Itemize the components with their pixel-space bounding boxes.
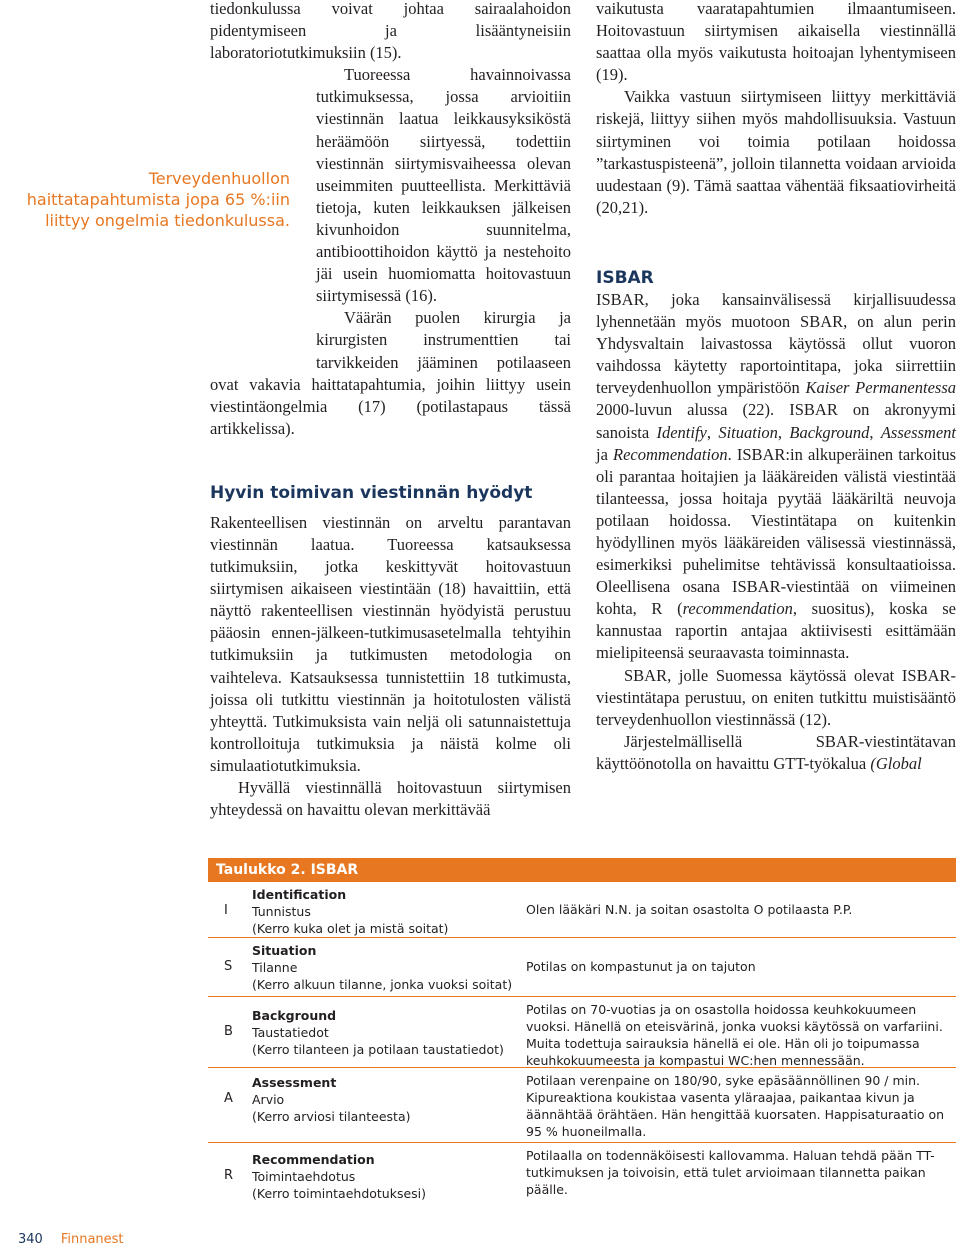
isbar-term: Situation [252,943,317,958]
isbar-term-cell [252,1151,524,1202]
pull-quote: Terveydenhuollon haittatapahtumista jopa 65 %:iin liittyy ongelmia tiedonkulussa. [26,169,290,230]
isbar-example: Potilaalla on todennäköisesti kallovamma. Haluan tehdä pään TT-tutkimuksen ja toivoisin, että tulet arvioimaan tilannetta paikan päälle. [526,1148,935,1197]
isbar-term-finnish: Arvio [252,1092,285,1107]
paragraph: Vaikka vastuun siirtymiseen liittyy merkittäviä riskejä, liittyy siihen myös mahdollisuuksia. Vastuun siirtyminen voi toimia potilaan hoidossa ”tarkastuspisteenä”, jolloin tilannetta voidaan arvioida uudestaan (9). Tämä saattaa vähentää fiksaatiovirheitä (20,21). [596,87,956,217]
paragraph: Hyvällä viestinnällä hoitovastuun siirtymisen yhteydessä on havaittu olevan merkittävää [210,778,571,820]
table-row [208,937,956,996]
isbar-letter: R [224,1168,234,1183]
section-heading: Hyvin toimivan viestinnän hyödyt [210,482,533,503]
table-row [208,1067,956,1142]
isbar-term-finnish: Taustatiedot [252,1025,329,1040]
isbar-term-finnish: Toimintaehdotus [252,1169,356,1184]
table-row [208,1142,956,1205]
table-title: Taulukko 2. ISBAR [208,858,956,882]
isbar-letter: B [224,1024,233,1039]
page-number: 340 [18,1232,43,1247]
text-column-right [596,0,956,775]
paragraph: vaikutusta vaaratapahtumien ilmaantumiseen. Hoitovastuun siirtymisen aikaisella viestinnällä saattaa olla myös vaikutusta hoitoajan lyhentymiseen (19). [596,0,956,85]
paragraph: ISBAR, joka kansainvälisessä kirjallisuudessa lyhennetään myös muotoon SBAR, on alun perin Yhdysvaltain laivastossa käytössä ollut vuoron vaihdossa käytetty raportointitapa, joka siirrettiin terveydenhuollon ympäristöön Kaiser Permanentessa 2000-luvun alussa (22). ISBAR on akronyymi sanoista Identify, Situation, Background, Assessment ja Recommendation. ISBAR:in alkuperäinen tarkoitus oli parantaa hoitajien ja lääkäreiden välistä viestintää tilanteessa, jossa hoitaja pyytää lääkäriltä neuvoja potilaan hoidossa. Viestintätapa on kuitenkin hyödyllinen myös lääkäreiden välisessä viestinnässä, esimerkiksi puhelimitse tehtävissä konsultaatioissa. Oleellisena osana ISBAR-viestintää on viimeinen kohta, R (recommendation, suositus), koska se kannustaa raportin antajaa aktiivisesti esittämään mielipiteensä seuraavasta toiminnasta. [596,289,957,663]
isbar-term: Assessment [252,1075,337,1090]
isbar-term: Recommendation [252,1152,375,1167]
isbar-term-finnish: Tilanne [252,960,298,975]
magazine-name: Finnanest [60,1232,124,1247]
isbar-term-finnish: Tunnistus [252,904,311,919]
isbar-term-cell [252,1074,524,1125]
table-row [208,996,956,1067]
isbar-example: Potilas on kompastunut ja on tajuton [526,959,756,974]
pull-quote-gutter [210,64,316,354]
isbar-example: Olen lääkäri N.N. ja soitan osastolta O potilaasta P.P. [526,902,853,917]
isbar-example: Potilas on 70-vuotias ja on osastolla hoidossa keuhkokuumeen vuoksi. Hänellä on eteisvärinä, jonka vuoksi käytössä on varfariini. Muita todettuja sairauksia hänellä ei ole. Hän oli jo toipumassa keuhkokuumeesta ja kompastui WC:hen mennessään. [526,1002,943,1068]
paragraph: SBAR, jolle Suomessa käytössä olevat ISBAR-viestintätapa perustuu, on eniten tutkittu muistisääntö terveydenhuollon viestinnässä (12). [596,665,956,729]
paragraph: Tuoreessa havainnoivassa tutkimuksessa, jossa arvioitiin viestinnän laatua leikkausyksiköstä heräämöön siirtyessä, todettiin viestinnän siirtymisvaiheessa olevan useimmiten puutteellista. Merkittäviä tietoja, kuten leikkauksen jälkeisen kivunhoidon suunnitelma, antibioottihoidon käyttö ja nestehoito jäi usein huomiomatta hoitovastuun siirtymisessä (16). [316,65,571,306]
paragraph: Järjestelmällisellä SBAR-viestintätavan käyttöönotolla on havaittu GTT-työkalua (Global [596,731,956,773]
isbar-term-cell [252,942,524,993]
text-column-left [210,0,571,821]
isbar-term-cell [252,1007,524,1058]
isbar-example: Potilaan verenpaine on 180/90, syke epäsäännöllinen 90 / min. Kipureaktiona koukistaa vasenta yläraajaa, paikantaa kivun ja äännähtää örähtäen. Hän hengittää kuorsaten. Happisaturaatio on 95 % huoneilmalla. [526,1073,945,1139]
paragraph: Väärän puolen kirurgia ja kirurgisten instrumenttien tai tarvikkeiden jääminen potilaaseen ovat vakavia haittatapahtumia, joihin liittyy usein viestintäongelmia (17) (potilastapaus tässä artikkelissa). [210,308,571,438]
isbar-letter: A [224,1091,233,1106]
isbar-hint: (Kerro kuka olet ja mistä soitat) [252,921,449,936]
paragraph: tiedonkulussa voivat johtaa sairaalahoidon pidentymiseen ja lisääntyneisiin laboratoriotutkimuksiin (15). [210,0,571,63]
section-heading-isbar: ISBAR [596,267,654,288]
page-footer [18,1232,124,1247]
isbar-term: Background [252,1008,337,1023]
isbar-term: Identification [252,887,347,902]
isbar-hint: (Kerro tilanteen ja potilaan taustatiedot) [252,1042,504,1057]
isbar-hint: (Kerro alkuun tilanne, jonka vuoksi soitat) [252,977,513,992]
isbar-letter: I [224,903,228,918]
isbar-letter: S [224,959,233,974]
isbar-hint: (Kerro toimintaehdotuksesi) [252,1186,427,1201]
paragraph: Rakenteellisen viestinnän on arveltu parantavan viestinnän laatua. Tuoreessa katsauksessa tutkimuksiin, jotka keskittyvät hoitovastuun siirtymisen aikaiseen viestintään (18) havaittiin, että näyttö rakenteellisen viestinnän hyödyistä perustuu pääosin ennen-jälkeen-tutkimusasetelmalla tehtyihin tutkimuksiin ja tutkimusten metodologia on vaihteleva. Katsauksessa tunnistettiin 18 tutkimusta, joissa oli tutkittu viestinnän ja hoitotulosten välistä yhteyttä. Tutkimuksista vain neljä oli satunnaistettuja kontrolloituja tutkimuksia ja näistä kolme oli simulaatiotutkimuksia. [210,512,571,775]
table-row [208,882,956,937]
table-body [208,882,956,1205]
isbar-hint: (Kerro arviosi tilanteesta) [252,1109,411,1124]
isbar-term-cell [252,886,524,937]
isbar-table [208,858,956,1205]
